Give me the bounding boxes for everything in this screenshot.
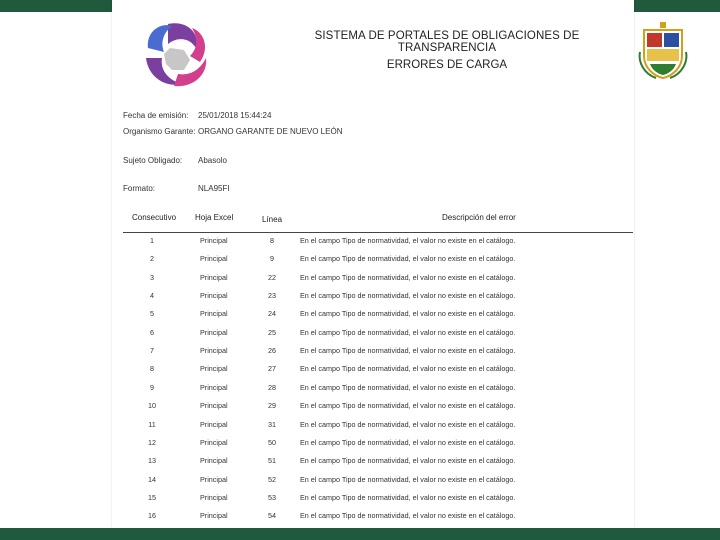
table-row <box>112 493 634 505</box>
row-descripcion: En el campo Tipo de normatividad, el valor no existe en el catálogo. <box>300 346 516 356</box>
organismo-value: ORGANO GARANTE DE NUEVO LEÓN <box>198 127 343 136</box>
row-linea: 9 <box>270 254 274 264</box>
row-consecutivo: 10 <box>148 401 156 411</box>
row-consecutivo: 8 <box>150 364 154 374</box>
row-consecutivo: 13 <box>148 456 156 466</box>
table-row <box>112 236 634 248</box>
row-descripcion: En el campo Tipo de normatividad, el valor no existe en el catálogo. <box>300 401 516 411</box>
row-descripcion: En el campo Tipo de normatividad, el valor no existe en el catálogo. <box>300 364 516 374</box>
row-hoja-excel: Principal <box>200 492 228 502</box>
header-linea: Línea <box>262 215 283 224</box>
row-consecutivo: 9 <box>150 382 154 392</box>
row-consecutivo: 6 <box>150 327 154 337</box>
table-row <box>112 254 634 266</box>
row-descripcion: En el campo Tipo de normatividad, el valor no existe en el catálogo. <box>300 254 516 264</box>
table-row <box>112 346 634 358</box>
row-hoja-excel: Principal <box>200 254 228 264</box>
table-row <box>112 273 634 285</box>
row-descripcion: En el campo Tipo de normatividad, el valor no existe en el catálogo. <box>300 272 516 282</box>
row-hoja-excel: Principal <box>200 291 228 301</box>
row-linea: 22 <box>268 272 276 282</box>
row-consecutivo: 15 <box>148 492 156 502</box>
row-descripcion: En el campo Tipo de normatividad, el valor no existe en el catálogo. <box>300 382 516 392</box>
row-consecutivo: 2 <box>150 254 154 264</box>
row-descripcion: En el campo Tipo de normatividad, el valor no existe en el catálogo. <box>300 309 516 319</box>
table-row <box>112 511 634 523</box>
row-descripcion: En el campo Tipo de normatividad, el valor no existe en el catálogo. <box>300 474 516 484</box>
document-title: SISTEMA DE PORTALES DE OBLIGACIONES DE TRANSPARENCIA <box>314 30 580 54</box>
organismo-label: Organismo Garante: <box>123 127 196 136</box>
row-consecutivo: 5 <box>150 309 154 319</box>
formato-label: Formato: <box>123 184 156 193</box>
document-page <box>112 0 634 540</box>
row-linea: 54 <box>268 511 276 521</box>
row-linea: 51 <box>268 456 276 466</box>
row-consecutivo: 4 <box>150 291 154 301</box>
row-consecutivo: 16 <box>148 511 156 521</box>
row-consecutivo: 3 <box>150 272 154 282</box>
row-descripcion: En el campo Tipo de normatividad, el valor no existe en el catálogo. <box>300 419 516 429</box>
row-hoja-excel: Principal <box>200 474 228 484</box>
table-row <box>112 438 634 450</box>
row-hoja-excel: Principal <box>200 511 228 521</box>
transparency-logo-icon <box>138 18 216 96</box>
table-row <box>112 309 634 321</box>
row-hoja-excel: Principal <box>200 364 228 374</box>
row-descripcion: En el campo Tipo de normatividad, el valor no existe en el catálogo. <box>300 327 516 337</box>
row-hoja-excel: Principal <box>200 456 228 466</box>
row-descripcion: En el campo Tipo de normatividad, el valor no existe en el catálogo. <box>300 492 516 502</box>
row-consecutivo: 14 <box>148 474 156 484</box>
row-linea: 50 <box>268 437 276 447</box>
row-descripcion: En el campo Tipo de normatividad, el valor no existe en el catálogo. <box>300 456 516 466</box>
bottom-band <box>0 528 720 540</box>
row-descripcion: En el campo Tipo de normatividad, el valor no existe en el catálogo. <box>300 291 516 301</box>
table-row <box>112 383 634 395</box>
row-descripcion: En el campo Tipo de normatividad, el valor no existe en el catálogo. <box>300 511 516 521</box>
header-consecutivo: Consecutivo <box>132 213 177 222</box>
row-linea: 53 <box>268 492 276 502</box>
row-linea: 23 <box>268 291 276 301</box>
table-row <box>112 364 634 376</box>
row-linea: 28 <box>268 382 276 392</box>
row-hoja-excel: Principal <box>200 327 228 337</box>
table-row <box>112 328 634 340</box>
row-hoja-excel: Principal <box>200 419 228 429</box>
fecha-value: 25/01/2018 15:44:24 <box>198 111 272 120</box>
table-header-rule <box>123 232 633 233</box>
row-hoja-excel: Principal <box>200 382 228 392</box>
state-coat-of-arms-icon <box>638 22 688 80</box>
table-row <box>112 291 634 303</box>
row-linea: 26 <box>268 346 276 356</box>
formato-value: NLA95FI <box>198 184 230 193</box>
row-hoja-excel: Principal <box>200 236 228 245</box>
header-hoja-excel: Hoja Excel <box>195 213 234 222</box>
table-row <box>112 456 634 468</box>
row-consecutivo: 1 <box>150 236 154 245</box>
row-hoja-excel: Principal <box>200 309 228 319</box>
row-hoja-excel: Principal <box>200 401 228 411</box>
document-subtitle: ERRORES DE CARGA <box>386 59 508 71</box>
row-consecutivo: 11 <box>148 419 156 429</box>
header-descripcion: Descripción del error <box>442 213 516 222</box>
row-linea: 52 <box>268 474 276 484</box>
table-row <box>112 420 634 432</box>
row-linea: 27 <box>268 364 276 374</box>
row-linea: 31 <box>268 419 276 429</box>
row-descripcion: En el campo Tipo de normatividad, el valor no existe en el catálogo. <box>300 437 516 447</box>
fecha-label: Fecha de emisión: <box>123 111 189 120</box>
row-hoja-excel: Principal <box>200 437 228 447</box>
row-descripcion: En el campo Tipo de normatividad, el valor no existe en el catálogo. <box>300 236 516 245</box>
sujeto-label: Sujeto Obligado: <box>123 156 183 165</box>
table-row <box>112 401 634 413</box>
row-consecutivo: 7 <box>150 346 154 356</box>
row-consecutivo: 12 <box>148 437 156 447</box>
row-hoja-excel: Principal <box>200 272 228 282</box>
row-linea: 25 <box>268 327 276 337</box>
table-row <box>112 475 634 487</box>
sujeto-value: Abasolo <box>198 156 227 165</box>
row-hoja-excel: Principal <box>200 346 228 356</box>
row-linea: 29 <box>268 401 276 411</box>
row-linea: 8 <box>270 236 274 245</box>
row-linea: 24 <box>268 309 276 319</box>
